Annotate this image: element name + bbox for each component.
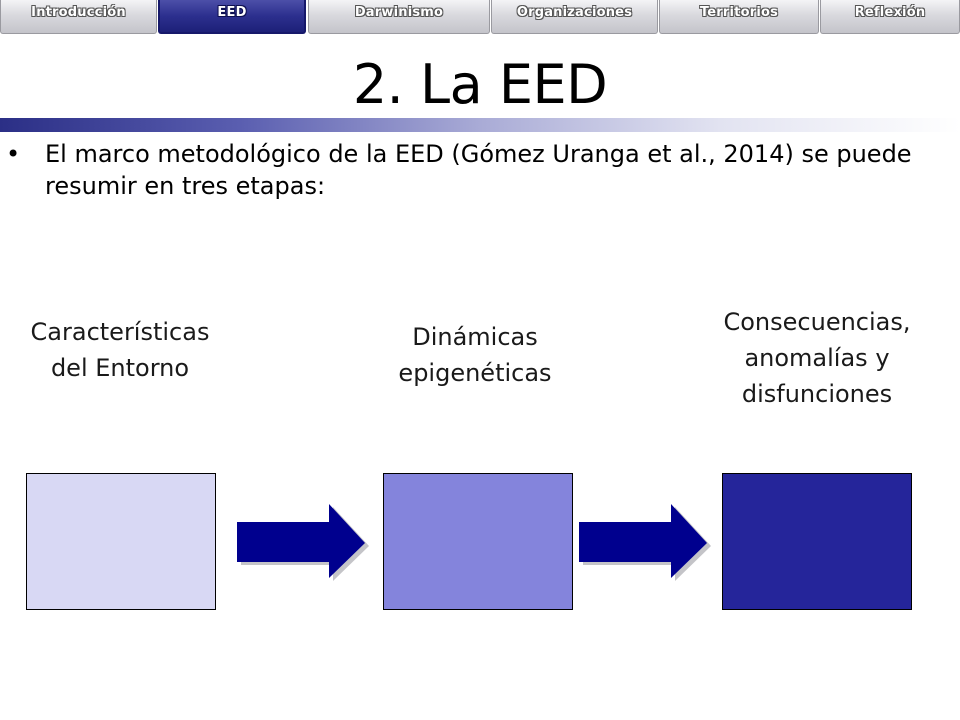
stage-box-dinamicas: [383, 473, 573, 610]
slide-title: 2. La EED: [352, 53, 608, 116]
stage-label-entorno: [0, 314, 240, 386]
right-arrow-icon: [236, 503, 370, 581]
stage-label-line: anomalías y: [744, 344, 890, 372]
title-gradient-rule: [0, 118, 960, 132]
stage-box-consecuencias: [722, 473, 912, 610]
top-navigation: [0, 0, 960, 36]
tab-territorios[interactable]: Territorios: [659, 0, 819, 34]
stage-label-line: disfunciones: [741, 380, 893, 408]
stage-label-line: epigenéticas: [398, 359, 552, 387]
tab-organizaciones[interactable]: Organizaciones: [491, 0, 658, 34]
bullet-icon: •: [6, 140, 21, 168]
stage-box-entorno: [26, 473, 216, 610]
tab-eed[interactable]: EED: [158, 0, 306, 34]
tab-darwinismo[interactable]: Darwinismo: [308, 0, 490, 34]
stage-label-line: Características: [30, 318, 210, 346]
tab-reflexion[interactable]: Reflexión: [820, 0, 960, 34]
stage-label-line: Consecuencias,: [723, 308, 911, 336]
stage-label-line: Dinámicas: [412, 323, 538, 351]
stage-label-line: del Entorno: [50, 354, 190, 382]
stage-label-consecuencias: [692, 304, 942, 412]
bullet-text: El marco metodológico de la EED (Gómez Uranga et al., 2014) se puede resumir en tres etapas:: [45, 140, 912, 200]
tab-introduccion[interactable]: Introducción: [0, 0, 157, 34]
stage-label-dinamicas: [355, 319, 595, 391]
right-arrow-icon: [578, 503, 712, 581]
